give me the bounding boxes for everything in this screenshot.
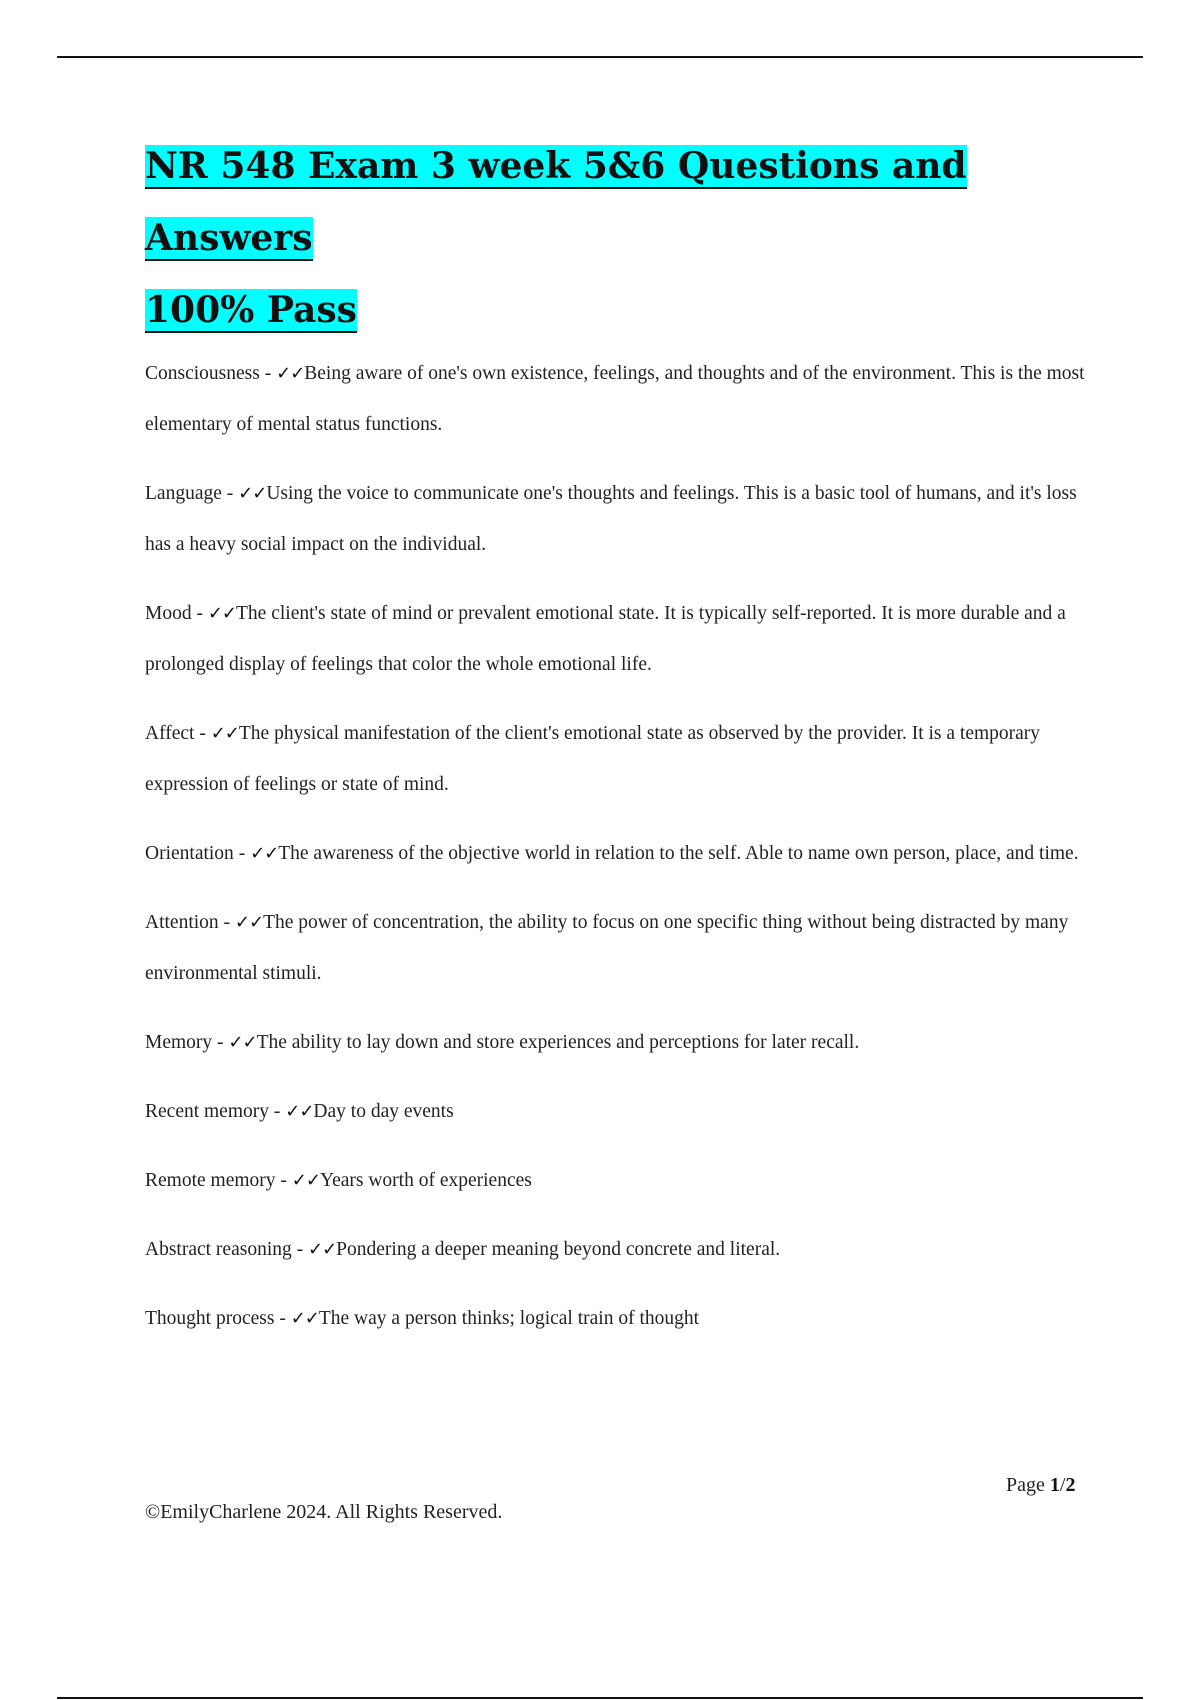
page-number: Page 1/2: [1006, 1474, 1076, 1496]
definition-term: Memory: [145, 1032, 213, 1053]
title-line-2: 100% Pass: [145, 289, 357, 331]
definition-item: Thought process - ✓✓The way a person thinks; logical train of thought: [145, 1308, 700, 1329]
double-check-icon: ✓✓: [290, 1308, 319, 1329]
definition-term: Abstract reasoning: [145, 1239, 292, 1260]
definition-item: Consciousness - ✓✓Being aware of one's own existence, feelings, and thoughts and of the environment. This is the most elementary of mental status functions.: [145, 363, 1085, 435]
footer-rule: [57, 1697, 1143, 1699]
definition-text: The power of concentration, the ability to focus on one specific thing without being distracted by many environmental stimuli.: [145, 912, 1069, 984]
double-check-icon: ✓✓: [238, 483, 267, 504]
definition-item: Attention - ✓✓The power of concentration, the ability to focus on one specific thing without being distracted by many environmental stimuli.: [145, 912, 1069, 984]
definition-term: Consciousness: [145, 363, 260, 384]
definition-text: Years worth of experiences: [319, 1170, 532, 1191]
definition-term: Orientation: [145, 843, 234, 864]
definition-term: Remote memory: [145, 1170, 276, 1191]
definition-term: Mood: [145, 603, 192, 624]
definition-item: Affect - ✓✓The physical manifestation of the client's emotional state as observed by the provider. It is a temporary expression of feelings or state of mind.: [145, 723, 1041, 795]
definition-text: Day to day events: [313, 1101, 454, 1122]
double-check-icon: ✓✓: [210, 723, 239, 744]
copyright-notice: ©EmilyCharlene 2024. All Rights Reserved.: [145, 1501, 503, 1523]
title-line-1: NR 548 Exam 3 week 5&6 Questions and Answers: [145, 145, 967, 259]
document-title: [145, 130, 1105, 346]
definition-item: Recent memory - ✓✓Day to day events: [145, 1101, 454, 1122]
definition-term: Affect: [145, 723, 195, 744]
definition-text: Using the voice to communicate one's thoughts and feelings. This is a basic tool of humans, and it's loss has a heavy social impact on the individual.: [145, 483, 1077, 555]
definitions-list: [145, 348, 1090, 1362]
definition-item: Abstract reasoning - ✓✓Pondering a deeper meaning beyond concrete and literal.: [145, 1239, 781, 1260]
double-check-icon: ✓✓: [234, 912, 264, 933]
double-check-icon: ✓✓: [207, 603, 237, 624]
definition-term: Thought process: [145, 1308, 275, 1329]
definition-item: Mood - ✓✓The client's state of mind or prevalent emotional state. It is typically self-reported. It is more durable and a prolonged display of feelings that color the whole emotional life.: [145, 603, 1066, 675]
definition-text: Being aware of one's own existence, feelings, and thoughts and of the environment. This is the most elementary of mental status functions.: [145, 363, 1085, 435]
definition-term: Attention: [145, 912, 219, 933]
double-check-icon: ✓✓: [276, 363, 305, 384]
double-check-icon: ✓✓: [308, 1239, 337, 1260]
double-check-icon: ✓✓: [285, 1101, 314, 1122]
definition-item: Memory - ✓✓The ability to lay down and store experiences and perceptions for later recall.: [145, 1032, 860, 1053]
definition-item: Language - ✓✓Using the voice to communicate one's thoughts and feelings. This is a basic tool of humans, and it's loss has a heavy social impact on the individual.: [145, 483, 1077, 555]
double-check-icon: ✓✓: [228, 1032, 257, 1053]
definition-text: The way a person thinks; logical train of thought: [318, 1308, 700, 1329]
double-check-icon: ✓✓: [291, 1170, 320, 1191]
double-check-icon: ✓✓: [250, 843, 279, 864]
definition-text: Pondering a deeper meaning beyond concrete and literal.: [336, 1239, 781, 1260]
definition-item: Orientation - ✓✓The awareness of the objective world in relation to the self. Able to name own person, place, and time.: [145, 843, 1079, 864]
definition-term: Recent memory: [145, 1101, 269, 1122]
definition-text: The ability to lay down and store experiences and perceptions for later recall.: [256, 1032, 860, 1053]
definition-text: The awareness of the objective world in relation to the self. Able to name own person, place, and time.: [278, 843, 1079, 864]
definition-text: The client's state of mind or prevalent emotional state. It is typically self-reported. It is more durable and a prolonged display of feelings that color the whole emotional life.: [145, 603, 1066, 675]
header-rule: [57, 56, 1143, 58]
definition-term: Language: [145, 483, 222, 504]
definition-text: The physical manifestation of the client's emotional state as observed by the provider. It is a temporary expression of feelings or state of mind.: [145, 723, 1041, 795]
definition-item: Remote memory - ✓✓Years worth of experiences: [145, 1170, 532, 1191]
